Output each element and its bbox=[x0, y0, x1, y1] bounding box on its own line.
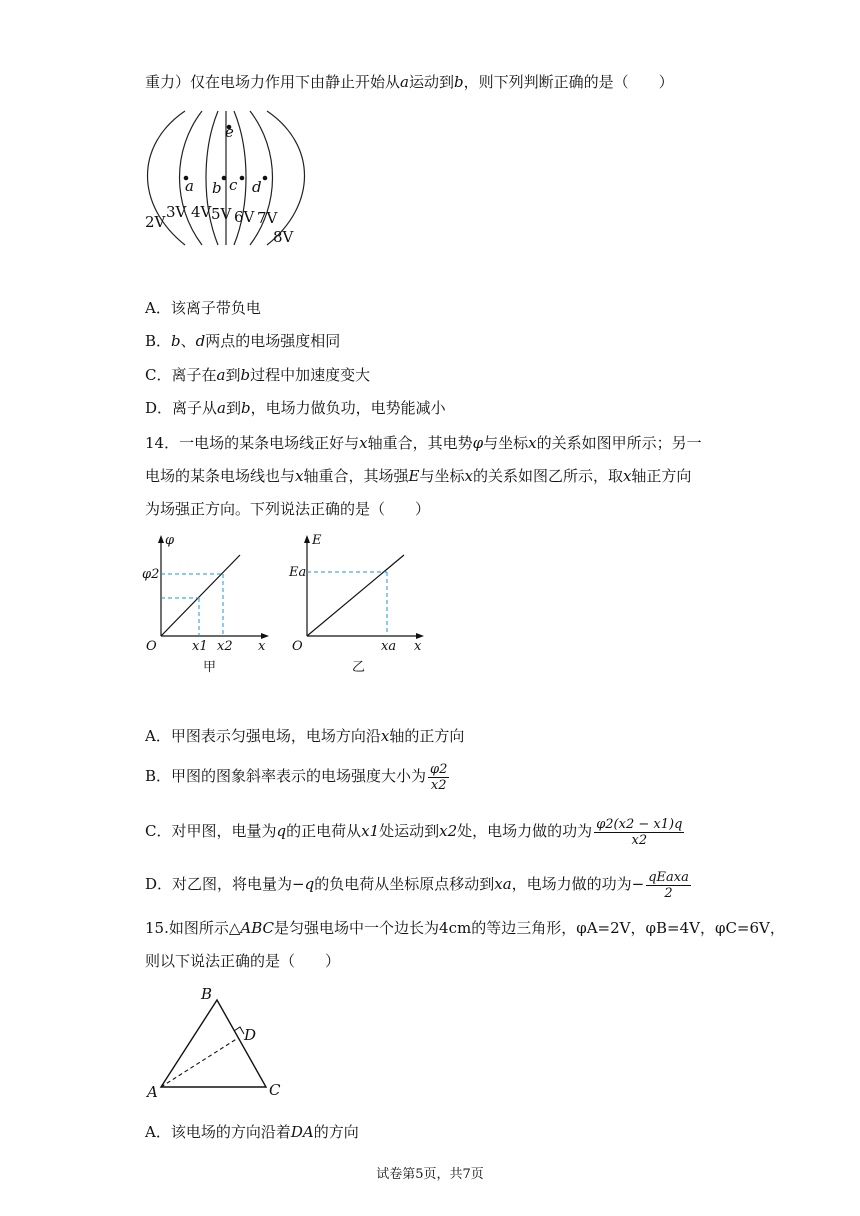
volt-label-5v: 5V bbox=[211, 205, 232, 223]
q14-option-a: A．甲图表示匀强电场，电场方向沿x轴的正方向 bbox=[145, 727, 465, 745]
volt-label-3v: 3V bbox=[166, 203, 187, 221]
volt-label-4v: 4V bbox=[191, 203, 212, 221]
point-c-label: c bbox=[229, 176, 238, 194]
jia-x2-label: x2 bbox=[217, 639, 233, 654]
q13-option-c: C．离子在a到b过程中加速度变大 bbox=[145, 366, 371, 384]
page-footer: 试卷第5页，共7页 bbox=[376, 1167, 484, 1182]
jia-y-axis-label: φ bbox=[165, 533, 175, 548]
q14-figure-jia bbox=[140, 532, 275, 677]
point-d-label: d bbox=[252, 178, 262, 196]
q13-option-a: A．该离子带负电 bbox=[145, 299, 261, 317]
q13-option-b: B．b、d两点的电场强度相同 bbox=[145, 332, 341, 350]
q13-option-d: D．离子从a到b，电场力做负功，电势能减小 bbox=[145, 399, 446, 417]
point-b-label: b bbox=[212, 179, 222, 197]
q15-stem-line1: 15.如图所示△ABC是匀强电场中一个边长为4cm的等边三角形，φA=2V，φB=4V，φC=6V， bbox=[145, 919, 785, 937]
yi-caption: 乙 bbox=[352, 660, 366, 675]
q14-stem-line1: 14．一电场的某条电场线正好与x轴重合，其电势φ与坐标x的关系如图甲所示；另一 bbox=[145, 434, 702, 452]
q15-stem-line2: 则以下说法正确的是（ ） bbox=[145, 952, 341, 970]
q15-option-a: A．该电场的方向沿着DA的方向 bbox=[145, 1123, 359, 1141]
volt-label-6v: 6V bbox=[234, 208, 255, 226]
yi-origin-label: O bbox=[292, 639, 303, 654]
vertex-c-label: C bbox=[269, 1081, 281, 1099]
q15-triangle-figure bbox=[140, 985, 290, 1100]
q14-stem-line3: 为场强正方向。下列说法正确的是（ ） bbox=[145, 500, 431, 518]
volt-label-7v: 7V bbox=[257, 209, 278, 227]
jia-caption: 甲 bbox=[203, 660, 217, 675]
q13-equipotential-figure bbox=[140, 105, 310, 250]
point-e-label: e bbox=[225, 123, 234, 141]
volt-label-8v: 8V bbox=[273, 228, 294, 246]
q13-stem: 重力）仅在电场力作用下由静止开始从a运动到b，则下列判断正确的是（ ） bbox=[145, 73, 674, 91]
yi-xa-label: xa bbox=[381, 639, 397, 654]
point-a-label: a bbox=[185, 177, 194, 195]
vertex-b-label: B bbox=[201, 985, 213, 1003]
yi-x-axis-label: x bbox=[414, 639, 422, 654]
q14-option-c: C．对甲图，电量为q的正电荷从x1处运动到x2处，电场力做的功为 $\frac{\varphi 2(x2 - x1)q}{x2}$ bbox=[145, 816, 683, 848]
jia-phi2-label: φ2 bbox=[142, 567, 160, 582]
jia-origin-label: O bbox=[146, 639, 157, 654]
vertex-a-label: A bbox=[147, 1083, 158, 1100]
yi-y-axis-label: E bbox=[312, 533, 322, 548]
point-d-label: D bbox=[244, 1026, 257, 1044]
q14-option-b: B．甲图的图象斜率表示的电场强度大小为 $\frac{\varphi 2}{x2}$ bbox=[145, 761, 448, 793]
yi-ea-label: Ea bbox=[289, 565, 307, 580]
q14-stem-line2: 电场的某条电场线也与x轴重合，其场强E与坐标x的关系如图乙所示，取x轴正方向 bbox=[145, 467, 692, 485]
q14-option-d: D．对乙图，将电量为−q的负电荷从坐标原点移动到xa，电场力做的功为− $\frac{\text{qEaxa}}{2}$ bbox=[145, 869, 689, 901]
jia-x1-label: x1 bbox=[192, 639, 208, 654]
volt-label-2v: 2V bbox=[145, 213, 166, 231]
jia-x-axis-label: x bbox=[258, 639, 266, 654]
q14-figure-yi bbox=[285, 532, 430, 677]
